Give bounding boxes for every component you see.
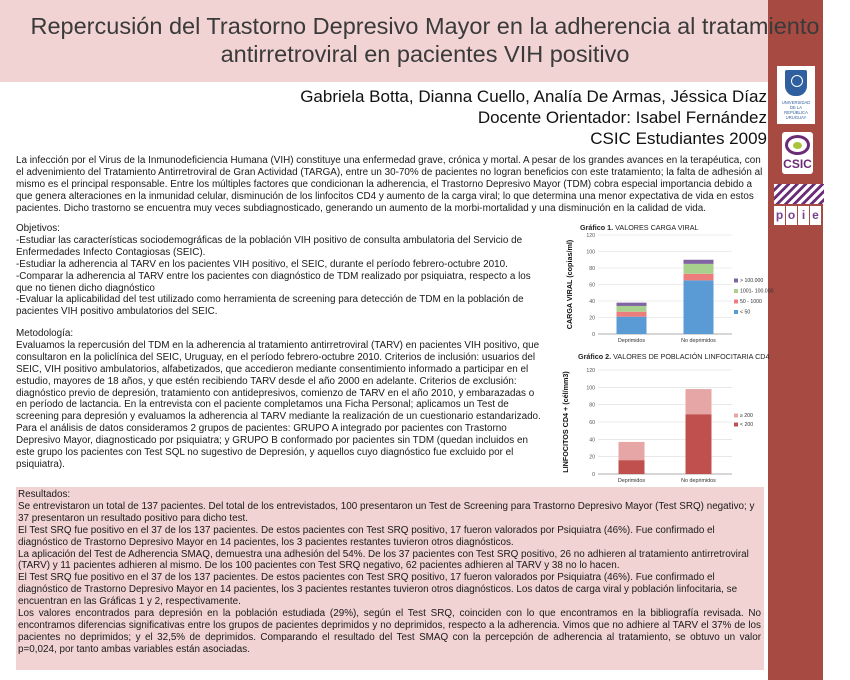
chart-title <box>578 352 769 361</box>
poie-letter: e <box>810 206 821 225</box>
results-paragraph: La aplicación del Test de Adherencia SMAQ, demuestra una adhesión del 54%. De los 37 pacientes con Test SRQ positivo, 26 no adhieren al tratamiento antirretroviral (TARV) y 11 pacientes adhieren al mismo. De los 100 pacientes con Test SRQ negativo, 62 pacientes adhieren al TARV y 38 no lo hacen. <box>18 548 749 572</box>
bar-segment <box>684 264 714 274</box>
bar-segment <box>617 312 647 317</box>
y-tick-label: 100 <box>586 249 595 256</box>
legend-label: < 50 <box>740 309 751 316</box>
results-heading: Resultados: <box>18 489 71 500</box>
y-tick-label: 40 <box>589 437 595 444</box>
bar-segment <box>684 274 714 281</box>
y-tick-label: 0 <box>592 472 595 478</box>
y-tick-label: 20 <box>589 454 595 461</box>
x-tick-label: Deprimidos <box>617 338 646 344</box>
y-tick-label: 40 <box>589 299 595 305</box>
results-section <box>16 487 764 670</box>
program: CSIC Estudiantes 2009 <box>590 129 767 148</box>
udelar-crest-icon <box>785 70 807 96</box>
authors: Gabriela Botta, Dianna Cuello, Analía De Armas, Jéssica Díaz <box>300 87 767 106</box>
y-tick-label: 20 <box>589 315 595 322</box>
results-paragraph: El Test SRQ fue positivo en el 37 de los 137 pacientes. De estos pacientes con Test SRQ positivo, 17 fueron valorados por Psiquiatra (46%). Fue confirmado el diagnóstico de Trastorno Depresivo Mayor en 14 pacientes, los 3 pacientes restantes tuvieron otros diagnósticos. Los datos de carga viral y población linfocitaria, se encuentran en las Gráficas 1 y 2, respectivamente. <box>18 572 738 608</box>
legend-swatch <box>734 289 738 293</box>
legend-swatch <box>734 300 738 304</box>
y-tick-label: 100 <box>586 385 595 392</box>
chart-cd4-svg <box>556 350 768 487</box>
poie-letter: o <box>786 206 797 225</box>
x-tick-label: No deprimidos <box>681 338 716 344</box>
bar-segment <box>686 389 712 414</box>
poie-logo <box>774 184 824 228</box>
poie-letter: i <box>798 206 809 225</box>
methodology-heading: Metodología: <box>16 328 74 339</box>
udelar-logo-text: UNIVERSIDAD DE LA REPÚBLICA URUGUAY <box>781 100 811 120</box>
introduction: La infección por el Virus de la Inmunodeficiencia Humana (VIH) constituye una enfermedad grave, crónica y mortal. A pesar de los grandes avances en la terapéutica, con el advenimiento del Tratamiento Antirretroviral de Gran Actividad (TARGA), entre un 30-70% de pacientes no logran beneficios con este tratamiento; la falta de adhesión al mismo es el principal responsable. Entre los múltiples factores que condicionan la adherencia, el Trastorno Depresivo Mayor (TDM) cobra especial importancia debido a que genera alteraciones en la inmunidad celular, disminución de los linfocitos CD4 y aumento de la carga viral; lo que determina una menor expectativa de vida en estos pacientes. Dicho trastorno se encuentra muy veces subdiagnosticado, generando un aumento de la morbi-mortalidad y una disminución en la calidad de vida. <box>16 155 763 214</box>
objectives-section <box>16 223 544 318</box>
bar-segment <box>617 306 647 312</box>
bar-segment <box>617 317 647 334</box>
chart-cd4 <box>556 350 768 487</box>
results-paragraph: Se entrevistaron un total de 137 pacientes. Del total de los entrevistados, 100 presentaron un Test de Screening para Trastorno Depresivo Mayor (Test SRQ) negativo; y 37 presentaron un resultado positivo para dicho test. <box>18 500 755 524</box>
results-paragraph: Los valores encontrados para depresión en la población estudiada (29%), según el Test SRQ, coinciden con lo que encontramos en la bibliografía revisada. No encontramos diferencias significativas entre los grupos de pacientes deprimidos y no deprimidos, respecto a la adherencia. Vimos que no adhiere al TARV el 37% de los pacientes no deprimidos; y el 32,5% de deprimidos. Comparando el resultado del Test SMAQ con la percepción de adherencia al tratamiento, se obtuvo un valor p=0,024, por tanto ambas variables están asociadas. <box>18 608 761 655</box>
legend-label: 1001- 100.000 <box>740 288 774 295</box>
bar-segment <box>684 260 714 264</box>
chart-title <box>580 223 699 232</box>
y-tick-label: 0 <box>592 332 595 338</box>
y-tick-label: 120 <box>586 233 595 239</box>
x-tick-label: No deprimidos <box>681 478 716 484</box>
authors-block <box>300 86 767 149</box>
bar-segment <box>619 460 645 474</box>
chart-carga-viral-svg <box>556 221 774 349</box>
legend-label: > 100.000 <box>740 278 764 284</box>
poie-stripes-icon <box>774 184 824 204</box>
legend-label: < 200 <box>740 422 754 428</box>
x-tick-label: Deprimidos <box>617 478 646 484</box>
title-line-2: antirretroviral en pacientes VIH positivo <box>220 41 630 67</box>
bar-segment <box>686 414 712 474</box>
chart-title-text: VALORES CARGA VIRAL <box>613 223 699 232</box>
methodology-section <box>16 328 544 471</box>
legend-swatch <box>734 423 738 427</box>
methodology-body: Evaluamos la repercusión del TDM en la adherencia al tratamiento antirretroviral (TARV) en pacientes VIH positivo, que consultaron en la policlínica del SEIC, Uruguay, en el período febrero-octubre 2010. Criterios de inclusión: usuarios del SEIC, VIH positivo ambulatorios, alfabetizados, que accedieron mediante consentimiento informado a participar en el estudio, mayores de 18 años, y que estén recibiendo TARV desde el año 2000 en adelante. Criterios de exclusión: diagnóstico previo de depresión, tratamiento con antidepresivos, comienzo de TARV en el año 2010, y embarazadas o en período de lactancia. En la entrevista con el paciente completamos una Ficha Personal; aplicamos un Test de screening para depresión y evaluamos la adherencia al TARV mediante la realización de un cuestionario estandarizado. Para el análisis de datos consideramos 2 grupos de pacientes: GRUPO A integrado por pacientes con Trastorno Depresivo Mayor, diagnosticado por psiquiatra; y GRUPO B conformado por pacientes sin TDM (quedan incluidos en este grupo los pacientes con Test SQL no sugestivo de Depresión, y aquellos cuyo diagnóstico fue excluido por el psiquiatra). <box>16 339 541 470</box>
bar-segment <box>684 280 714 334</box>
title-line-1: Repercusión del Trastorno Depresivo Mayor en la adherencia al tratamiento <box>30 13 820 39</box>
csic-logo <box>782 132 813 174</box>
chart-title-text: VALORES DE POBLACIÓN LINFOCITARIA CD4 <box>611 352 770 361</box>
y-axis-label: LINFOCITOS CD4 + (cél/mm3) <box>561 371 570 473</box>
objectives-heading: Objetivos: <box>16 223 60 234</box>
legend-swatch <box>734 310 738 314</box>
objective-item: -Evaluar la aplicabilidad del test utilizado como herramienta de screening para detección de TDM en la población de pacientes VIH positivo ambulatorios del SEIC. <box>16 294 524 318</box>
objective-item: -Comparar la adherencia al TARV entre los pacientes con diagnóstico de TDM realizado por psiquiatra, respecto a los que no tienen dicho diagnóstico <box>16 270 531 294</box>
y-tick-label: 60 <box>589 282 595 289</box>
udelar-logo <box>777 66 815 124</box>
y-tick-label: 80 <box>589 402 595 409</box>
y-tick-label: 80 <box>589 266 595 272</box>
chart-title-number: Gráfico 1. <box>580 223 614 232</box>
poster-title <box>0 12 850 68</box>
legend-swatch <box>734 414 738 418</box>
y-axis-label: CARGA VIRAL (copias/ml) <box>565 239 574 330</box>
chart-title-number: Gráfico 2. <box>578 352 612 361</box>
poie-letter: p <box>774 206 785 225</box>
bar-segment <box>619 442 645 460</box>
results-paragraph: El Test SRQ fue positivo en el 37 de los 137 pacientes. De estos pacientes con Test SRQ positivo, 17 fueron valorados por Psiquiatra (46%). Fue confirmado el diagnóstico de Trastorno Depresivo Mayor en 14 pacientes, los 3 pacientes restantes tuvieron otros diagnósticos. <box>18 524 715 548</box>
csic-mark-icon <box>785 135 810 155</box>
bar-segment <box>617 303 647 306</box>
legend-label: 50 - 1000 <box>740 299 762 305</box>
legend-label: ≥ 200 <box>740 413 753 419</box>
legend-swatch <box>734 279 738 283</box>
y-tick-label: 60 <box>589 420 595 426</box>
advisor: Docente Orientador: Isabel Fernández <box>477 108 767 127</box>
objective-item: -Estudiar las características sociodemográficas de la población VIH positivo de consulta ambulatoria del Servicio de Enfermedades Infecto Contagiosas (SEIC). <box>16 234 523 258</box>
chart-carga-viral <box>556 221 774 349</box>
csic-logo-text: CSIC <box>783 157 812 171</box>
y-tick-label: 120 <box>586 368 595 374</box>
objective-item: -Estudiar la adherencia al TARV en los pacientes VIH positivo, el SEIC, durante el período febrero-octubre 2010. <box>16 258 508 270</box>
